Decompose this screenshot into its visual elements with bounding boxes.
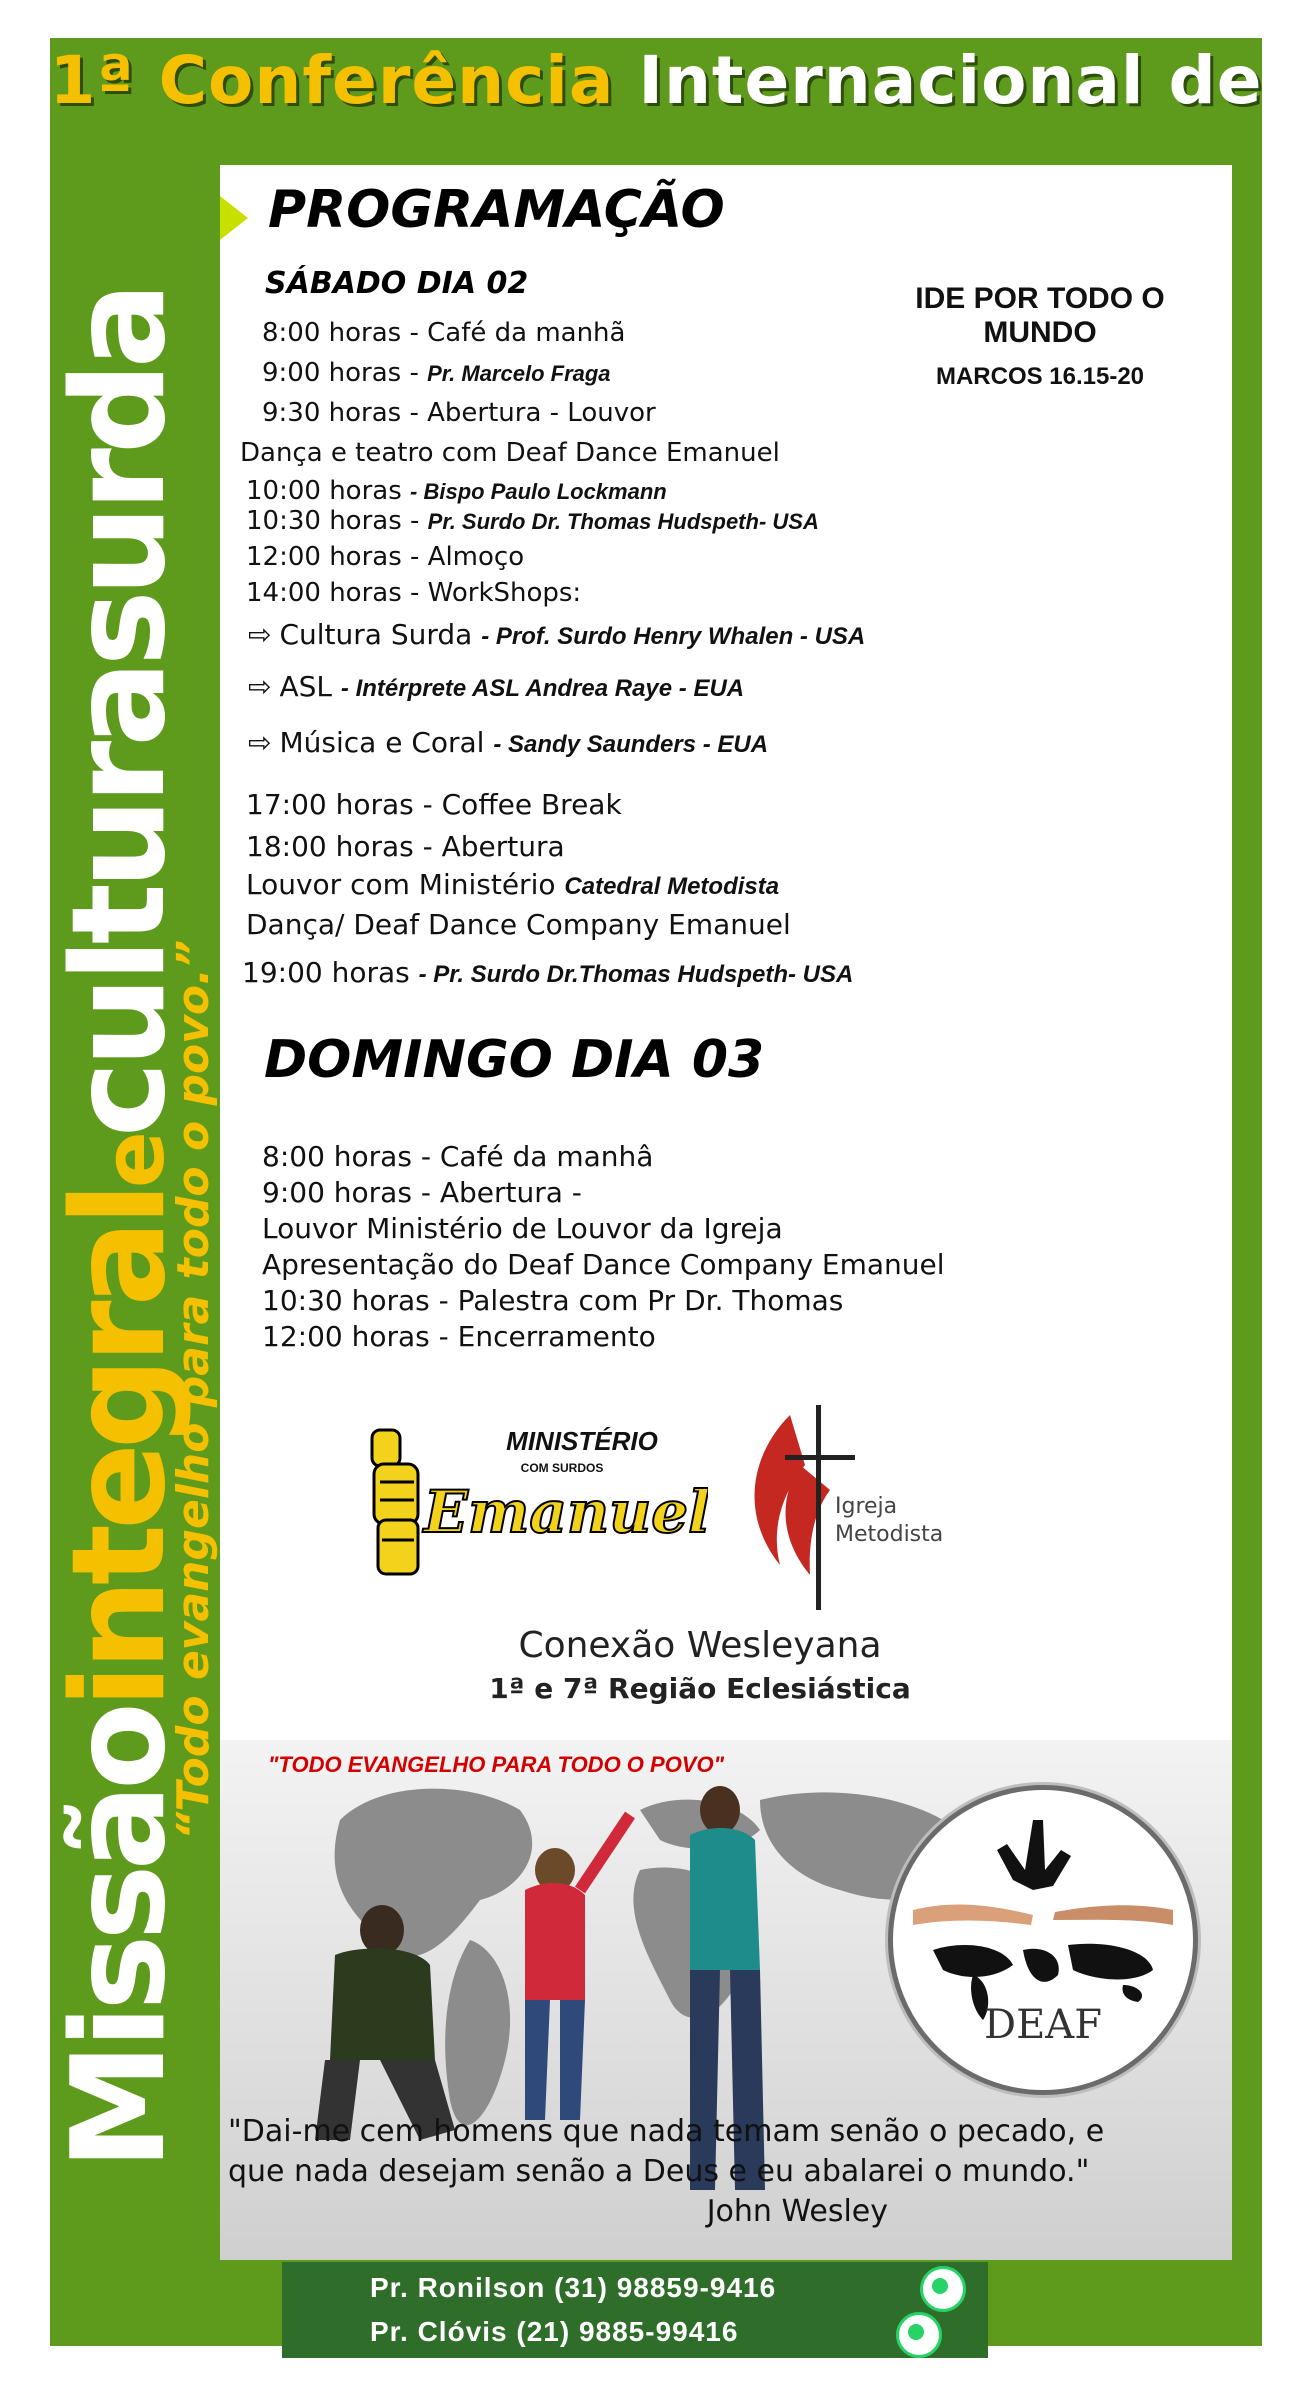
list-item: 8:00 horas - Café da manhâ (262, 1140, 654, 1173)
vertical-word-cultura-surda: culturasurda (45, 287, 194, 1138)
conexao-block (420, 1625, 980, 1705)
vertical-slogan: “Todo evangelho para todo o povo.” (168, 939, 219, 1840)
list-item: 9:00 horas - Pr. Marcelo Fraga (262, 358, 611, 388)
whatsapp-icon[interactable] (920, 2266, 966, 2312)
list-item: 10:00 horas - Bispo Paulo Lockmann (246, 476, 667, 506)
list-item: Louvor com Ministério Catedral Metodista (246, 868, 780, 901)
workshop-item: ⇨ Música e Coral - Sandy Saunders - EUA (248, 726, 769, 759)
logo-emanuel-text: Emanuel (423, 1478, 708, 1546)
sunday-label: DOMINGO DIA 03 (264, 1030, 765, 1090)
list-item: 19:00 horas - Pr. Surdo Dr.Thomas Hudspeth- USA (242, 956, 854, 989)
vertical-word-missao: Missão (45, 1708, 194, 2170)
list-item: 10:30 horas - Palestra com Pr Dr. Thomas (262, 1284, 844, 1317)
page-title (0, 42, 1312, 119)
conexao-subtitle: 1ª e 7ª Região Eclesiástica (489, 1672, 911, 1705)
list-item: Dança/ Deaf Dance Company Emanuel (246, 908, 791, 941)
list-item: Apresentação do Deaf Dance Company Emanuel (262, 1248, 945, 1281)
contact-bar (282, 2262, 988, 2358)
list-item: 9:30 horas - Abertura - Louvor (262, 398, 656, 428)
sign-hand-icon (997, 1820, 1071, 1890)
banner-tagline: "TODO EVANGELHO PARA TODO O POVO" (268, 1752, 725, 1777)
quote-line2: que nada desejam senão a Deus e eu abalarei o mundo." (228, 2154, 1090, 2189)
arrow-right-icon: ⇨ (248, 618, 272, 651)
list-item: Louvor Ministério de Louvor da Igreja (262, 1212, 783, 1245)
reaching-hands-icon (913, 1905, 1173, 1925)
quote-author: John Wesley (706, 2194, 888, 2229)
contact-clovis[interactable]: Pr. Clóvis (21) 9885-99416 (370, 2316, 739, 2347)
logo-igreja-text: Igreja (835, 1494, 898, 1519)
workshop-item: ⇨ Cultura Surda - Prof. Surdo Henry Whalen - USA (248, 618, 866, 651)
vertical-word-e: e (85, 1137, 183, 1189)
title-rest: Internacional de (638, 42, 1263, 119)
title-accent: 1ª Conferência (49, 42, 615, 119)
logo-ministerio-text: MINISTÉRIO (506, 1426, 658, 1456)
verse-reference: MARCOS 16.15-20 (935, 363, 1145, 390)
list-item: 9:00 horas - Abertura - (262, 1176, 582, 1209)
workshop-item: ⇨ ASL - Intérprete ASL Andrea Raye - EUA (248, 670, 745, 703)
list-item: 14:00 horas - WorkShops: (246, 578, 582, 608)
program-heading: PROGRAMAÇÃO (268, 180, 725, 240)
verse-box (870, 282, 1210, 394)
contact-ronilson[interactable]: Pr. Ronilson (31) 98859-9416 (370, 2272, 777, 2303)
igreja-metodista-logo (730, 1395, 970, 1615)
list-item: 18:00 horas - Abertura (246, 830, 565, 863)
person-child-icon (525, 1815, 630, 2120)
vertical-banner (45, 287, 219, 2170)
list-item: 12:00 horas - Almoço (246, 542, 525, 572)
deaf-logo (888, 1785, 1198, 2095)
quote-line1: "Dai-me cem homens que nada temam senão o pecado, e (228, 2114, 1105, 2149)
arrow-right-icon: ⇨ (248, 670, 272, 703)
vertical-word-integral: integral (45, 1188, 194, 1709)
list-item: Dança e teatro com Deaf Dance Emanuel (240, 438, 780, 468)
verse-line1: IDE POR TODO O (915, 282, 1165, 315)
logo-metodista-text: Metodista (835, 1522, 944, 1547)
heading-arrow-icon (220, 196, 248, 240)
arrow-right-icon: ⇨ (248, 726, 272, 759)
list-item: 8:00 horas - Café da manhã (262, 318, 626, 348)
list-item: 17:00 horas - Coffee Break (246, 788, 622, 821)
conexao-title: Conexão Wesleyana (518, 1625, 882, 1666)
whatsapp-icon[interactable] (896, 2312, 942, 2358)
logo-surdos-text: COM SURDOS (520, 1461, 604, 1475)
verse-line2: MUNDO (983, 316, 1097, 349)
saturday-label: SÁBADO DIA 02 (265, 266, 529, 301)
ministerio-emanuel-logo (352, 1410, 708, 1590)
list-item: 12:00 horas - Encerramento (262, 1320, 656, 1353)
deaf-label: DEAF (984, 2002, 1102, 2048)
list-item: 10:30 horas - Pr. Surdo Dr. Thomas Hudspeth- USA (246, 506, 819, 536)
wesley-quote (228, 2112, 1188, 2232)
